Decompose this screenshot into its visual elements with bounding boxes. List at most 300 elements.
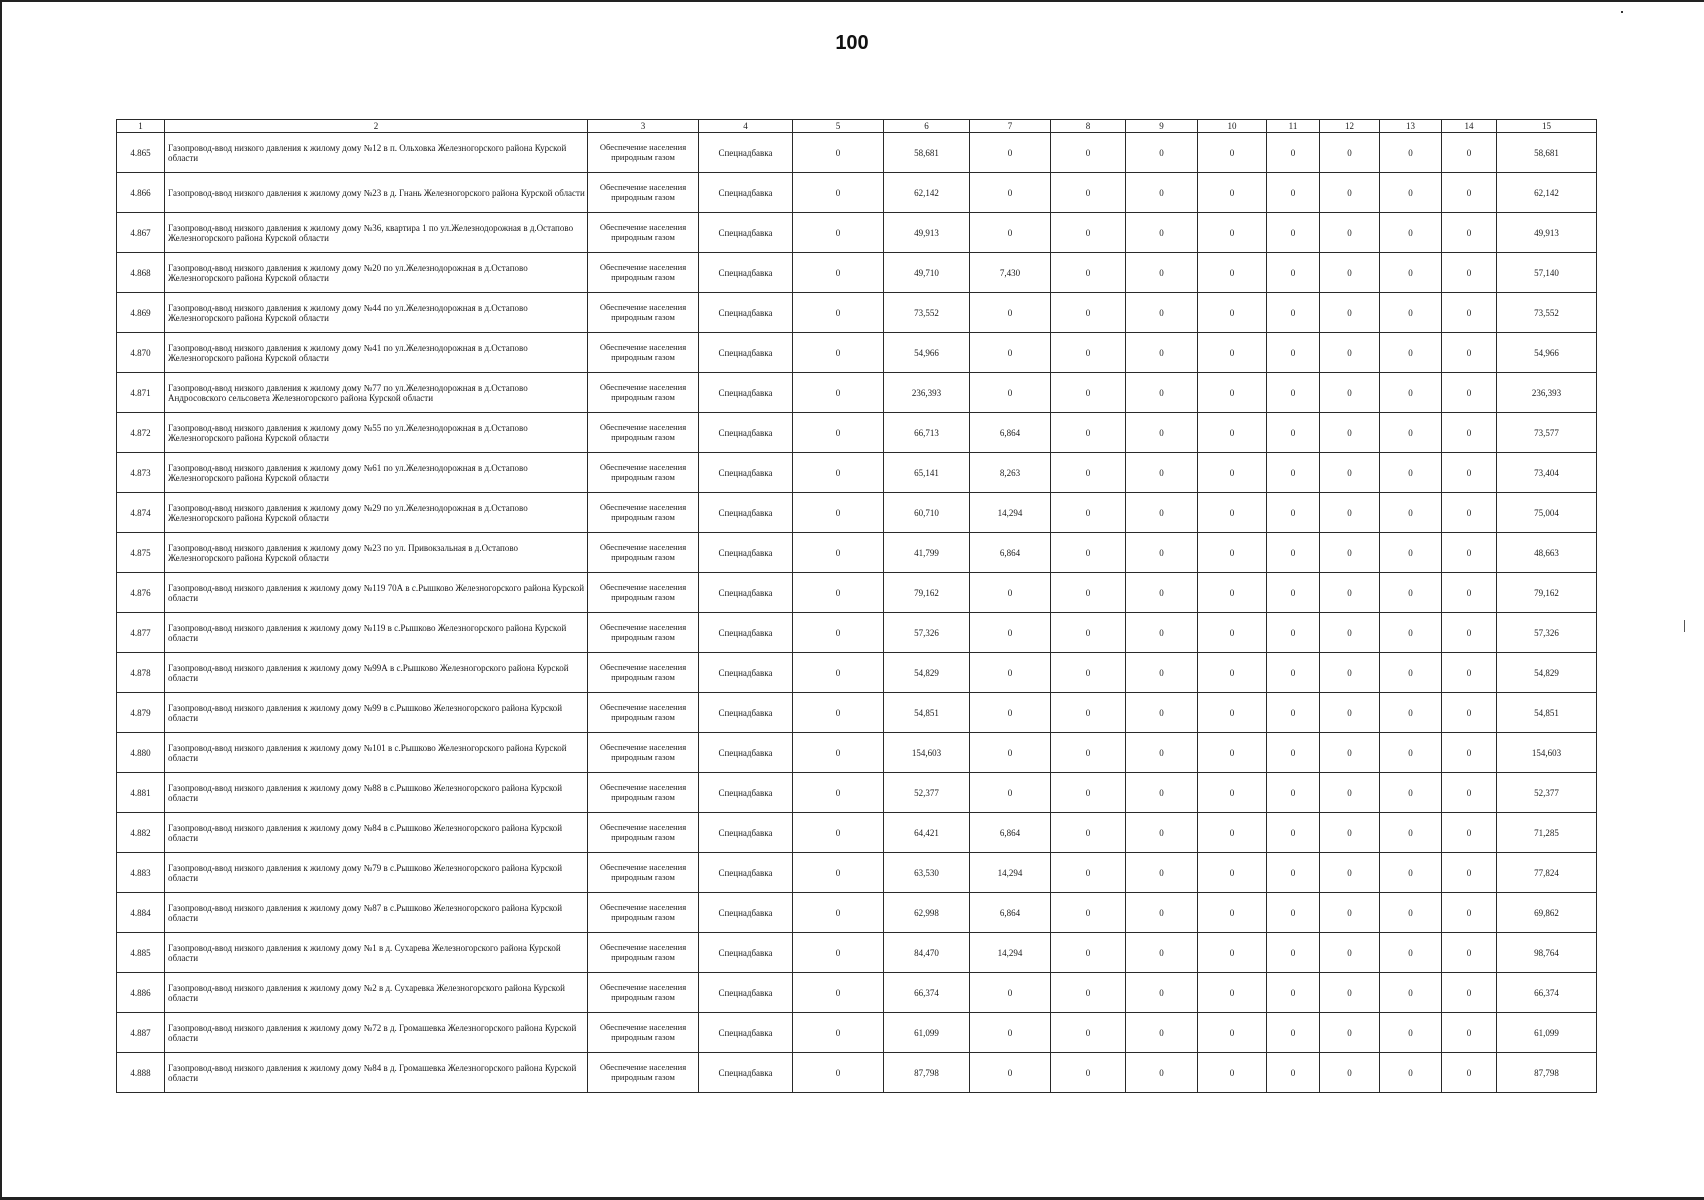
- col14-value: 0: [1442, 1053, 1497, 1093]
- col8-value: 0: [1051, 453, 1126, 493]
- col6-value: 154,603: [884, 733, 970, 773]
- col5-value: 0: [793, 933, 884, 973]
- col6-value: 73,552: [884, 293, 970, 333]
- col14-value: 0: [1442, 333, 1497, 373]
- object-name: Газопровод-ввод низкого давления к жилому дому №99 в с.Рышково Железногорского района Курской области: [165, 693, 588, 733]
- col14-value: 0: [1442, 373, 1497, 413]
- col5-value: 0: [793, 653, 884, 693]
- col9-value: 0: [1126, 373, 1198, 413]
- funding-source: Спецнадбавка: [699, 933, 793, 973]
- col8-value: 0: [1051, 733, 1126, 773]
- row-number: 4.882: [117, 813, 165, 853]
- col8-value: 0: [1051, 253, 1126, 293]
- col13-value: 0: [1380, 893, 1442, 933]
- col12-value: 0: [1320, 373, 1380, 413]
- col6-value: 65,141: [884, 453, 970, 493]
- col9-value: 0: [1126, 493, 1198, 533]
- col13-value: 0: [1380, 733, 1442, 773]
- col8-value: 0: [1051, 653, 1126, 693]
- col6-value: 62,998: [884, 893, 970, 933]
- col11-value: 0: [1267, 253, 1320, 293]
- funding-source: Спецнадбавка: [699, 853, 793, 893]
- purpose-cell: Обеспечение населения природным газом: [588, 333, 699, 373]
- col5-value: 0: [793, 893, 884, 933]
- col7-value: 0: [970, 1013, 1051, 1053]
- purpose-cell: Обеспечение населения природным газом: [588, 573, 699, 613]
- purpose-cell: Обеспечение населения природным газом: [588, 813, 699, 853]
- total-value: 54,966: [1497, 333, 1597, 373]
- col12-value: 0: [1320, 453, 1380, 493]
- col6-value: 52,377: [884, 773, 970, 813]
- row-number: 4.875: [117, 533, 165, 573]
- purpose-cell: Обеспечение населения природным газом: [588, 253, 699, 293]
- col5-value: 0: [793, 813, 884, 853]
- row-number: 4.884: [117, 893, 165, 933]
- purpose-cell: Обеспечение населения природным газом: [588, 893, 699, 933]
- column-header-14: 14: [1442, 120, 1497, 133]
- col12-value: 0: [1320, 293, 1380, 333]
- col8-value: 0: [1051, 213, 1126, 253]
- table-row: [117, 933, 1597, 973]
- funding-source: Спецнадбавка: [699, 733, 793, 773]
- purpose-cell: Обеспечение населения природным газом: [588, 453, 699, 493]
- column-header-8: 8: [1051, 120, 1126, 133]
- col9-value: 0: [1126, 853, 1198, 893]
- total-value: 57,140: [1497, 253, 1597, 293]
- col7-value: 6,864: [970, 813, 1051, 853]
- table-row: [117, 1053, 1597, 1093]
- total-value: 54,829: [1497, 653, 1597, 693]
- col14-value: 0: [1442, 973, 1497, 1013]
- col11-value: 0: [1267, 453, 1320, 493]
- col8-value: 0: [1051, 973, 1126, 1013]
- col6-value: 49,710: [884, 253, 970, 293]
- col9-value: 0: [1126, 213, 1198, 253]
- purpose-cell: Обеспечение населения природным газом: [588, 533, 699, 573]
- column-header-9: 9: [1126, 120, 1198, 133]
- col12-value: 0: [1320, 333, 1380, 373]
- col7-value: 0: [970, 773, 1051, 813]
- row-number: 4.885: [117, 933, 165, 973]
- col12-value: 0: [1320, 813, 1380, 853]
- total-value: 77,824: [1497, 853, 1597, 893]
- col8-value: 0: [1051, 773, 1126, 813]
- funding-source: Спецнадбавка: [699, 253, 793, 293]
- column-header-7: 7: [970, 120, 1051, 133]
- col8-value: 0: [1051, 813, 1126, 853]
- col9-value: 0: [1126, 533, 1198, 573]
- col8-value: 0: [1051, 493, 1126, 533]
- purpose-cell: Обеспечение населения природным газом: [588, 213, 699, 253]
- purpose-cell: Обеспечение населения природным газом: [588, 653, 699, 693]
- col13-value: 0: [1380, 693, 1442, 733]
- col14-value: 0: [1442, 133, 1497, 173]
- row-number: 4.879: [117, 693, 165, 733]
- table-row: [117, 293, 1597, 333]
- total-value: 57,326: [1497, 613, 1597, 653]
- col6-value: 84,470: [884, 933, 970, 973]
- object-name: Газопровод-ввод низкого давления к жилому дому №99А в с.Рышково Железногорского района Курской области: [165, 653, 588, 693]
- purpose-cell: Обеспечение населения природным газом: [588, 733, 699, 773]
- col9-value: 0: [1126, 693, 1198, 733]
- col7-value: 8,263: [970, 453, 1051, 493]
- col6-value: 66,374: [884, 973, 970, 1013]
- funding-source: Спецнадбавка: [699, 813, 793, 853]
- row-number: 4.881: [117, 773, 165, 813]
- object-name: Газопровод-ввод низкого давления к жилому дому №23 в д. Гнань Железногорского района Курской области: [165, 173, 588, 213]
- col10-value: 0: [1198, 173, 1267, 213]
- total-value: 154,603: [1497, 733, 1597, 773]
- table-row: [117, 973, 1597, 1013]
- col7-value: 0: [970, 333, 1051, 373]
- total-value: 236,393: [1497, 373, 1597, 413]
- col10-value: 0: [1198, 253, 1267, 293]
- column-header-3: 3: [588, 120, 699, 133]
- col5-value: 0: [793, 453, 884, 493]
- col10-value: 0: [1198, 413, 1267, 453]
- column-header-13: 13: [1380, 120, 1442, 133]
- col12-value: 0: [1320, 1013, 1380, 1053]
- col6-value: 61,099: [884, 1013, 970, 1053]
- row-number: 4.887: [117, 1013, 165, 1053]
- col10-value: 0: [1198, 733, 1267, 773]
- col13-value: 0: [1380, 1053, 1442, 1093]
- col14-value: 0: [1442, 573, 1497, 613]
- funding-source: Спецнадбавка: [699, 973, 793, 1013]
- object-name: Газопровод-ввод низкого давления к жилому дому №41 по ул.Железнодорожная в д.Остапово Железногорского района Курской области: [165, 333, 588, 373]
- purpose-cell: Обеспечение населения природным газом: [588, 973, 699, 1013]
- funding-source: Спецнадбавка: [699, 493, 793, 533]
- col14-value: 0: [1442, 533, 1497, 573]
- row-number: 4.877: [117, 613, 165, 653]
- purpose-cell: Обеспечение населения природным газом: [588, 1013, 699, 1053]
- col13-value: 0: [1380, 613, 1442, 653]
- col6-value: 54,966: [884, 333, 970, 373]
- total-value: 75,004: [1497, 493, 1597, 533]
- col12-value: 0: [1320, 773, 1380, 813]
- col5-value: 0: [793, 1053, 884, 1093]
- col14-value: 0: [1442, 813, 1497, 853]
- total-value: 49,913: [1497, 213, 1597, 253]
- col9-value: 0: [1126, 613, 1198, 653]
- col5-value: 0: [793, 173, 884, 213]
- object-name: Газопровод-ввод низкого давления к жилому дому №119 70А в с.Рышково Железногорского района Курской области: [165, 573, 588, 613]
- col9-value: 0: [1126, 573, 1198, 613]
- col14-value: 0: [1442, 493, 1497, 533]
- funding-source: Спецнадбавка: [699, 1013, 793, 1053]
- row-number: 4.880: [117, 733, 165, 773]
- col10-value: 0: [1198, 213, 1267, 253]
- col10-value: 0: [1198, 1013, 1267, 1053]
- purpose-cell: Обеспечение населения природным газом: [588, 373, 699, 413]
- funding-source: Спецнадбавка: [699, 213, 793, 253]
- col7-value: 14,294: [970, 933, 1051, 973]
- object-name: Газопровод-ввод низкого давления к жилому дому №87 в с.Рышково Железногорского района Курской области: [165, 893, 588, 933]
- total-value: 98,764: [1497, 933, 1597, 973]
- col11-value: 0: [1267, 653, 1320, 693]
- row-number: 4.865: [117, 133, 165, 173]
- funding-source: Спецнадбавка: [699, 293, 793, 333]
- col9-value: 0: [1126, 813, 1198, 853]
- col6-value: 49,913: [884, 213, 970, 253]
- col5-value: 0: [793, 733, 884, 773]
- col11-value: 0: [1267, 973, 1320, 1013]
- object-name: Газопровод-ввод низкого давления к жилому дому №29 по ул.Железнодорожная в д.Остапово Железногорского района Курской области: [165, 493, 588, 533]
- col5-value: 0: [793, 133, 884, 173]
- funding-source: Спецнадбавка: [699, 133, 793, 173]
- data-table-container: [116, 119, 1597, 1093]
- col7-value: 0: [970, 173, 1051, 213]
- col10-value: 0: [1198, 493, 1267, 533]
- col8-value: 0: [1051, 893, 1126, 933]
- table-row: [117, 613, 1597, 653]
- col11-value: 0: [1267, 893, 1320, 933]
- col14-value: 0: [1442, 293, 1497, 333]
- col14-value: 0: [1442, 213, 1497, 253]
- funding-source: Спецнадбавка: [699, 333, 793, 373]
- col12-value: 0: [1320, 653, 1380, 693]
- col6-value: 63,530: [884, 853, 970, 893]
- table-row: [117, 413, 1597, 453]
- col11-value: 0: [1267, 173, 1320, 213]
- col14-value: 0: [1442, 733, 1497, 773]
- object-name: Газопровод-ввод низкого давления к жилому дому №44 по ул.Железнодорожная в д.Остапово Железногорского района Курской области: [165, 293, 588, 333]
- col13-value: 0: [1380, 333, 1442, 373]
- col14-value: 0: [1442, 893, 1497, 933]
- funding-source: Спецнадбавка: [699, 1053, 793, 1093]
- header-row: [117, 120, 1597, 133]
- col5-value: 0: [793, 413, 884, 453]
- col11-value: 0: [1267, 413, 1320, 453]
- col10-value: 0: [1198, 653, 1267, 693]
- col9-value: 0: [1126, 1053, 1198, 1093]
- col11-value: 0: [1267, 733, 1320, 773]
- col13-value: 0: [1380, 573, 1442, 613]
- col8-value: 0: [1051, 133, 1126, 173]
- col13-value: 0: [1380, 253, 1442, 293]
- col6-value: 64,421: [884, 813, 970, 853]
- col13-value: 0: [1380, 653, 1442, 693]
- total-value: 62,142: [1497, 173, 1597, 213]
- col9-value: 0: [1126, 733, 1198, 773]
- col9-value: 0: [1126, 413, 1198, 453]
- col10-value: 0: [1198, 533, 1267, 573]
- col7-value: 6,864: [970, 533, 1051, 573]
- col9-value: 0: [1126, 253, 1198, 293]
- column-header-10: 10: [1198, 120, 1267, 133]
- purpose-cell: Обеспечение населения природным газом: [588, 613, 699, 653]
- table-row: [117, 453, 1597, 493]
- table-row: [117, 893, 1597, 933]
- col11-value: 0: [1267, 693, 1320, 733]
- col7-value: 14,294: [970, 493, 1051, 533]
- col6-value: 79,162: [884, 573, 970, 613]
- col7-value: 14,294: [970, 853, 1051, 893]
- col13-value: 0: [1380, 933, 1442, 973]
- col6-value: 41,799: [884, 533, 970, 573]
- funding-source: Спецнадбавка: [699, 573, 793, 613]
- col14-value: 0: [1442, 653, 1497, 693]
- col7-value: 0: [970, 693, 1051, 733]
- gas-pipeline-table: [116, 119, 1597, 1093]
- col10-value: 0: [1198, 133, 1267, 173]
- col8-value: 0: [1051, 1013, 1126, 1053]
- total-value: 73,577: [1497, 413, 1597, 453]
- col10-value: 0: [1198, 573, 1267, 613]
- row-number: 4.886: [117, 973, 165, 1013]
- col11-value: 0: [1267, 373, 1320, 413]
- col10-value: 0: [1198, 613, 1267, 653]
- col7-value: 6,864: [970, 893, 1051, 933]
- object-name: Газопровод-ввод низкого давления к жилому дому №20 по ул.Железнодорожная в д.Остапово Железногорского района Курской области: [165, 253, 588, 293]
- table-row: [117, 733, 1597, 773]
- funding-source: Спецнадбавка: [699, 533, 793, 573]
- funding-source: Спецнадбавка: [699, 773, 793, 813]
- page-number: 100: [835, 32, 869, 54]
- col11-value: 0: [1267, 133, 1320, 173]
- col11-value: 0: [1267, 853, 1320, 893]
- object-name: Газопровод-ввод низкого давления к жилому дому №77 по ул.Железнодорожная в д.Остапово Андросовского сельсовета Железногорского района Курской области: [165, 373, 588, 413]
- object-name: Газопровод-ввод низкого давления к жилому дому №88 в с.Рышково Железногорского района Курской области: [165, 773, 588, 813]
- col5-value: 0: [793, 253, 884, 293]
- col5-value: 0: [793, 373, 884, 413]
- object-name: Газопровод-ввод низкого давления к жилому дому №101 в с.Рышково Железногорского района Курской области: [165, 733, 588, 773]
- col10-value: 0: [1198, 333, 1267, 373]
- col8-value: 0: [1051, 573, 1126, 613]
- col8-value: 0: [1051, 413, 1126, 453]
- row-number: 4.870: [117, 333, 165, 373]
- col8-value: 0: [1051, 373, 1126, 413]
- col5-value: 0: [793, 333, 884, 373]
- column-header-12: 12: [1320, 120, 1380, 133]
- col13-value: 0: [1380, 853, 1442, 893]
- object-name: Газопровод-ввод низкого давления к жилому дому №79 в с.Рышково Железногорского района Курской области: [165, 853, 588, 893]
- col11-value: 0: [1267, 933, 1320, 973]
- total-value: 69,862: [1497, 893, 1597, 933]
- col13-value: 0: [1380, 453, 1442, 493]
- total-value: 61,099: [1497, 1013, 1597, 1053]
- col14-value: 0: [1442, 173, 1497, 213]
- col6-value: 58,681: [884, 133, 970, 173]
- col12-value: 0: [1320, 853, 1380, 893]
- col9-value: 0: [1126, 453, 1198, 493]
- row-number: 4.876: [117, 573, 165, 613]
- total-value: 71,285: [1497, 813, 1597, 853]
- col12-value: 0: [1320, 733, 1380, 773]
- scan-border-top: [0, 0, 1704, 2]
- col5-value: 0: [793, 573, 884, 613]
- column-header-2: 2: [165, 120, 588, 133]
- row-number: 4.867: [117, 213, 165, 253]
- col9-value: 0: [1126, 893, 1198, 933]
- row-number: 4.888: [117, 1053, 165, 1093]
- col10-value: 0: [1198, 893, 1267, 933]
- col7-value: 0: [970, 653, 1051, 693]
- purpose-cell: Обеспечение населения природным газом: [588, 773, 699, 813]
- col10-value: 0: [1198, 693, 1267, 733]
- col11-value: 0: [1267, 773, 1320, 813]
- table-row: [117, 813, 1597, 853]
- table-row: [117, 373, 1597, 413]
- col7-value: 7,430: [970, 253, 1051, 293]
- col13-value: 0: [1380, 813, 1442, 853]
- col7-value: 0: [970, 373, 1051, 413]
- col13-value: 0: [1380, 133, 1442, 173]
- col10-value: 0: [1198, 1053, 1267, 1093]
- col13-value: 0: [1380, 773, 1442, 813]
- object-name: Газопровод-ввод низкого давления к жилому дому №61 по ул.Железнодорожная в д.Остапово Железногорского района Курской области: [165, 453, 588, 493]
- purpose-cell: Обеспечение населения природным газом: [588, 173, 699, 213]
- col5-value: 0: [793, 613, 884, 653]
- col13-value: 0: [1380, 213, 1442, 253]
- col8-value: 0: [1051, 933, 1126, 973]
- funding-source: Спецнадбавка: [699, 173, 793, 213]
- col13-value: 0: [1380, 173, 1442, 213]
- col6-value: 57,326: [884, 613, 970, 653]
- col14-value: 0: [1442, 613, 1497, 653]
- col12-value: 0: [1320, 973, 1380, 1013]
- col5-value: 0: [793, 213, 884, 253]
- col11-value: 0: [1267, 813, 1320, 853]
- funding-source: Спецнадбавка: [699, 413, 793, 453]
- col8-value: 0: [1051, 693, 1126, 733]
- col10-value: 0: [1198, 973, 1267, 1013]
- table-row: [117, 133, 1597, 173]
- col5-value: 0: [793, 493, 884, 533]
- col9-value: 0: [1126, 293, 1198, 333]
- object-name: Газопровод-ввод низкого давления к жилому дому №1 в д. Сухарева Железногорского района Курской области: [165, 933, 588, 973]
- col12-value: 0: [1320, 693, 1380, 733]
- funding-source: Спецнадбавка: [699, 373, 793, 413]
- col6-value: 66,713: [884, 413, 970, 453]
- column-header-15: 15: [1497, 120, 1597, 133]
- col11-value: 0: [1267, 333, 1320, 373]
- col14-value: 0: [1442, 933, 1497, 973]
- total-value: 73,552: [1497, 293, 1597, 333]
- col7-value: 0: [970, 1053, 1051, 1093]
- object-name: Газопровод-ввод низкого давления к жилому дому №23 по ул. Привокзальная в д.Остапово Железногорского района Курской области: [165, 533, 588, 573]
- col11-value: 0: [1267, 213, 1320, 253]
- col11-value: 0: [1267, 533, 1320, 573]
- col14-value: 0: [1442, 773, 1497, 813]
- column-header-1: 1: [117, 120, 165, 133]
- col14-value: 0: [1442, 1013, 1497, 1053]
- col11-value: 0: [1267, 573, 1320, 613]
- object-name: Газопровод-ввод низкого давления к жилому дому №55 по ул.Железнодорожная в д.Остапово Железногорского района Курской области: [165, 413, 588, 453]
- col10-value: 0: [1198, 453, 1267, 493]
- purpose-cell: Обеспечение населения природным газом: [588, 493, 699, 533]
- total-value: 73,404: [1497, 453, 1597, 493]
- col13-value: 0: [1380, 533, 1442, 573]
- col11-value: 0: [1267, 1053, 1320, 1093]
- table-row: [117, 693, 1597, 733]
- col9-value: 0: [1126, 773, 1198, 813]
- col5-value: 0: [793, 693, 884, 733]
- col6-value: 236,393: [884, 373, 970, 413]
- object-name: Газопровод-ввод низкого давления к жилому дому №84 в с.Рышково Железногорского района Курской области: [165, 813, 588, 853]
- total-value: 54,851: [1497, 693, 1597, 733]
- row-number: 4.871: [117, 373, 165, 413]
- purpose-cell: Обеспечение населения природным газом: [588, 853, 699, 893]
- col6-value: 54,829: [884, 653, 970, 693]
- purpose-cell: Обеспечение населения природным газом: [588, 133, 699, 173]
- funding-source: Спецнадбавка: [699, 453, 793, 493]
- col9-value: 0: [1126, 653, 1198, 693]
- table-row: [117, 533, 1597, 573]
- col12-value: 0: [1320, 893, 1380, 933]
- col9-value: 0: [1126, 173, 1198, 213]
- col14-value: 0: [1442, 853, 1497, 893]
